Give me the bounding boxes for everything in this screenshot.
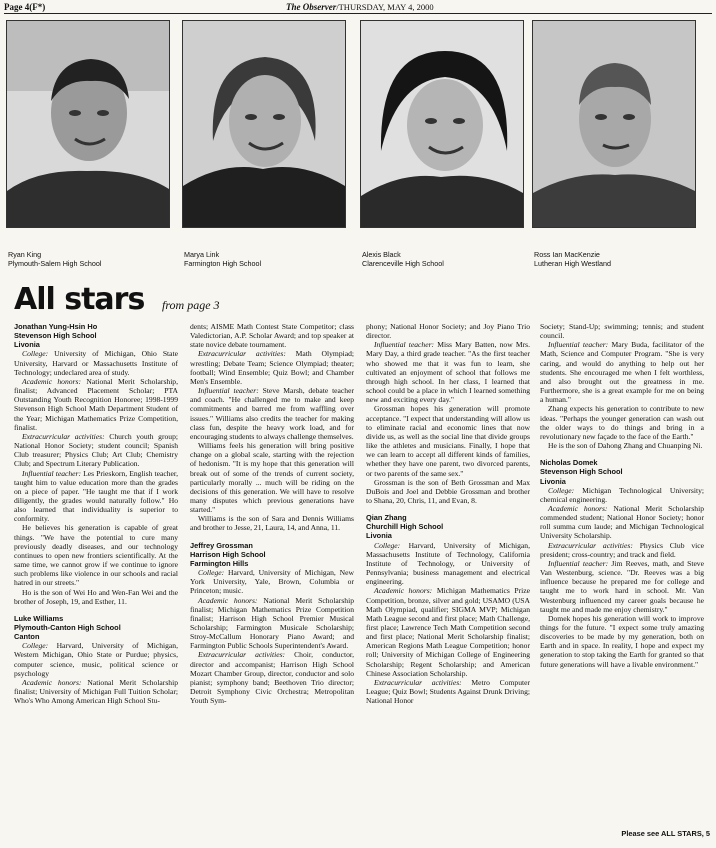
caption-school: Plymouth-Salem High School [8, 259, 102, 268]
column-3 [366, 322, 530, 705]
text: Choir, conductor, director and accompanist; Harrison High School Mozart Chamber Group, director, conductor and solo pianist; symphony band; Beethoven Trio director; Detroit Symphony Civic Orchestra; Metropolitan Youth Sym- [190, 650, 354, 706]
caption-alexis-black [362, 250, 532, 268]
text: Harvard, University of Michigan, Massachusetts Institute of Technology, California Institute of Technology, or University of Pennsylvania; business management and electrical engineering. [366, 540, 530, 587]
body-para: Domek hopes his generation will work to improve things for the future. "I expect some truly amazing discoveries to be made by my generation, both on Earth and in space. In reality, I hope and expect my generation to stop taking the Earth for granted so that future generations will have a livable environment." [540, 613, 704, 669]
label: Extracurricular activities: [198, 349, 286, 359]
teacher-para [190, 386, 354, 441]
student-city: Livonia [14, 340, 40, 350]
text: Math Olympiad; wrestling; Debate Team; Science Olympiad; theater; football; Wind Ensemble; Quiz Bowl; and Chamber Men's Ensemble. [190, 349, 354, 386]
college-para [540, 486, 704, 504]
caption-name: Ryan King [8, 250, 42, 259]
text: Miss Mary Batten, now Mrs. Mary Day, a third grade teacher. "As the first teacher who showed me that it was fun to learn, she cultivated an enjoyment of school that follows me through high school. In her class, I learned that school could be a place in which I learned something new and exciting every day." [366, 340, 530, 405]
column-4 [540, 322, 704, 669]
student-name: Luke Williams [14, 613, 64, 623]
continued-text: phony; National Honor Society; and Joy Piano Trio director. [366, 322, 530, 341]
extracurricular-para [190, 349, 354, 386]
student-city: Livonia [540, 476, 566, 486]
caption-ross-mackenzie [534, 250, 704, 268]
text: Les Prieskorn, English teacher, taught him to value education more than the grades on a piece of paper. "He taught me that if I work diligently, the grades would naturally follow." Ho also learned that individuality is superior to conformity. [14, 468, 178, 524]
extracurricular-para [540, 541, 704, 559]
teacher-para [540, 559, 704, 614]
page-number: Page 4(F*) [4, 2, 46, 12]
column-2 [190, 322, 354, 705]
label: Influential teacher: [374, 340, 435, 350]
label: Influential teacher: [548, 340, 609, 350]
extracurricular-para [366, 678, 530, 705]
text: Steve Marsh, debate teacher and coach. "He challenged me to make and keep commitments and barred me from waffling over issues." Williams also credits the teacher for making class fun, despite the heavy work load, and for encouraging students to always challenge themselves. [190, 386, 354, 441]
student-city: Canton [14, 632, 40, 642]
photo-ryan-king [6, 20, 170, 228]
body-para: Williams feels his generation will bring positive change on a global scale, starting with the rejection of hedonism. "It is my hope that this generation will break out of some of the trends of current society, particularly morally ... much will be riding on the decisions of this generation. We will have to resolve many disputes which previous generations have started." [190, 441, 354, 515]
caption-ryan-king [8, 250, 178, 268]
text: National Merit Scholarship finalist; University of Michigan Full Tuition Scholar; Who's Who Among American High School Stu- [14, 677, 178, 706]
student-school: Stevenson High School [14, 331, 97, 341]
text: National Merit Scholarship, finalist; Advanced Placement Scholar; PTA Outstanding Youth Recognition Honoree; 1998-1999 Stevenson High School Math Department Student of the Year; Michigan Mathematics Prize Competition, finalist. [14, 376, 178, 432]
student-school: Stevenson High School [540, 467, 623, 477]
label: Academic honors: [548, 503, 608, 513]
family-para: Ho is the son of Wei Ho and Wen-Fan Wei and the brother of Joseph, 19, and Esther, 11. [14, 587, 178, 606]
student-school: Churchill High School [366, 522, 444, 532]
college-para [14, 641, 178, 678]
student-city: Farmington Hills [190, 558, 249, 568]
caption-school: Farmington High School [184, 259, 262, 268]
caption-name: Marya Link [184, 250, 220, 259]
extracurricular-para [14, 432, 178, 469]
student-city: Livonia [366, 531, 392, 541]
photo-ross-mackenzie [532, 20, 696, 228]
label: Influential teacher: [548, 558, 609, 568]
label: Academic honors: [198, 595, 258, 605]
issue-date: /THURSDAY, MAY 4, 2000 [336, 2, 434, 12]
label: Influential teacher: [198, 386, 259, 396]
text: Mary Buda, facilitator of the Math, Science and Computer Program. "She is very caring, and would do anything to help out her students. She encouraged me when I felt worthless, and also brought out the greatness in me. Furthermore, she is a great example for me on being a human." [540, 340, 704, 405]
teacher-para [366, 340, 530, 404]
text: Michigan Mathematics Prize Competition, bronze, silver and gold; USAMO (USA Math Olympiad, qualifier; SIGMA MVP; Michigan Math League second and first place; Math Challenge, first place; Lawrence Tech Math Competition second and first place; National Merit Scholarship finalist; American Regions Math League Competition; honor roll; University of Michigan College of Engineering Scholarship; Regent Scholarship; and American Chinese Association Scholarship. [366, 586, 531, 678]
text: National Merit Scholarship commended student; National Honor Society; honor roll summa cum laude; and Michigan Technological University Scholarship. [540, 503, 704, 541]
honors-para [14, 678, 178, 705]
headline-main: All stars [14, 282, 145, 317]
student-name: Qian Zhang [366, 513, 407, 523]
honors-para [540, 504, 704, 541]
photo-alexis-black [360, 20, 524, 228]
label: Extracurricular activities: [374, 677, 462, 687]
text: Harvard, University of Michigan, Western Michigan, Ohio State or Purdue; physics, computer science, music, political science or psychology [14, 641, 178, 678]
text: Harvard, University of Michigan, New York University, Yale, Brown, Columbia or Princeton; music. [190, 568, 354, 596]
photo-marya-link [182, 20, 346, 228]
family-para: Grossman is the son of Beth Grossman and Max DuBois and Joel and Debbie Grossman and brother to Shana, 20, Chris, 11, and Evan, 8. [366, 477, 530, 505]
caption-school: Lutheran High Westland [534, 259, 611, 268]
text: Metro Computer League; Quiz Bowl; Students Against Drunk Driving; National Honor [366, 677, 530, 706]
text: National Merit Scholarship finalist; Michigan Mathematics Prize Competition finalist; Harrison High School Premier Musical Scholarship; Farmington Musicale Scholarship; Stroy-McCallum Honorary Piano Award; and Farmington Public Schools Superintendent's Award. [190, 595, 354, 651]
college-para [190, 568, 354, 595]
honors-para [14, 377, 178, 432]
student-school: Plymouth-Canton High School [14, 623, 121, 632]
caption-school: Clarenceville High School [362, 259, 444, 268]
label: Influential teacher: [22, 468, 82, 478]
continued-text: dents; AISME Math Contest State Competitor; class Valedictorian, A.P. Scholar Award; and top speaker at state novice debate tournament. [190, 322, 354, 350]
student-school: Harrison High School [190, 549, 266, 559]
extracurricular-para [190, 650, 354, 705]
label: College: [22, 641, 49, 651]
teacher-para [540, 340, 704, 404]
label: Academic honors: [22, 376, 81, 386]
college-para [14, 349, 178, 376]
caption-marya-link [184, 250, 354, 268]
family-para: He is the son of Dahong Zhang and Chuanping Ni. [548, 441, 703, 451]
continued-jump: Please see ALL STARS, 5 [621, 829, 710, 838]
honors-para [366, 586, 530, 678]
label: Extracurricular activities: [548, 540, 633, 550]
text: Jim Reeves, math, and Steve Van Westenburg, science. "Dr. Reeves was a big influence because he prepared me for college and taught me to work hard in school. Mr. Van Westenburg influenced my career goals because he taught me and made me enjoy chemistry." [540, 558, 704, 614]
body-para: Grossman hopes his generation will promote acceptance. "I expect that understanding will allow us to eliminate racial and economic lines that now divide us, as well as the social line that divide groups like the athletes and musicians. Finally, I hope that we can learn to accept all different kinds of families, whether they have one parent, two divorced parents, or two parents of the same sex." [366, 404, 530, 478]
label: Academic honors: [374, 586, 433, 596]
student-name: Jonathan Yung-Hsin Ho [14, 322, 98, 331]
body-para: Zhang expects his generation to contribute to new ideas. "Perhaps the younger generation can wash out the older ways to do things and bring in a revolutionary new façade to the face of the Earth." [540, 404, 704, 441]
text: Church youth group; National Honor Society; student council; Spanish Club treasurer; Physics Club; Art Club; Chemistry Club; and Spectrum Literary Publication. [14, 431, 178, 469]
student-name: Jeffrey Grossman [190, 540, 253, 550]
label: Academic honors: [22, 677, 82, 687]
label: College: [548, 485, 575, 495]
headline-jump: from page 3 [162, 298, 220, 312]
student-name: Nicholas Domek [540, 458, 598, 468]
caption-name: Ross Ian MacKenzie [534, 250, 600, 259]
teacher-para [14, 469, 178, 524]
label: College: [198, 568, 225, 578]
paper-title: The Observer [286, 2, 337, 12]
label: Extracurricular activities: [198, 650, 286, 660]
column-1 [14, 322, 178, 705]
body-para: He believes his generation is capable of great things. "We have the potential to cure many previously deadly diseases, and our technology continues to open new frontiers scientifically. At the same time, we cannot grow if we continue to ignore such problems like violence in our schools and racial hatred in our streets." [14, 523, 178, 588]
college-para [366, 541, 530, 587]
label: College: [374, 540, 401, 550]
paper-name [286, 2, 434, 12]
honors-para [190, 596, 354, 651]
text: University of Michigan, Ohio State University, Harvard or Massachusetts Institute of Technology; undeclared area of study. [14, 349, 178, 377]
label: Extracurricular activities: [22, 431, 105, 441]
text: Michigan Technological University; chemical engineering. [540, 485, 704, 504]
text: Physics Club vice president; cross-country; and track and field. [540, 540, 704, 559]
label: College: [22, 349, 49, 359]
continued-text: Society; Stand-Up; swimming; tennis; and student council. [540, 322, 704, 341]
caption-name: Alexis Black [362, 250, 401, 259]
family-para: Williams is the son of Sara and Dennis Williams and brother to Jesse, 21, Laura, 14, and Anna, 11. [190, 514, 354, 533]
masthead-rule [4, 13, 712, 14]
